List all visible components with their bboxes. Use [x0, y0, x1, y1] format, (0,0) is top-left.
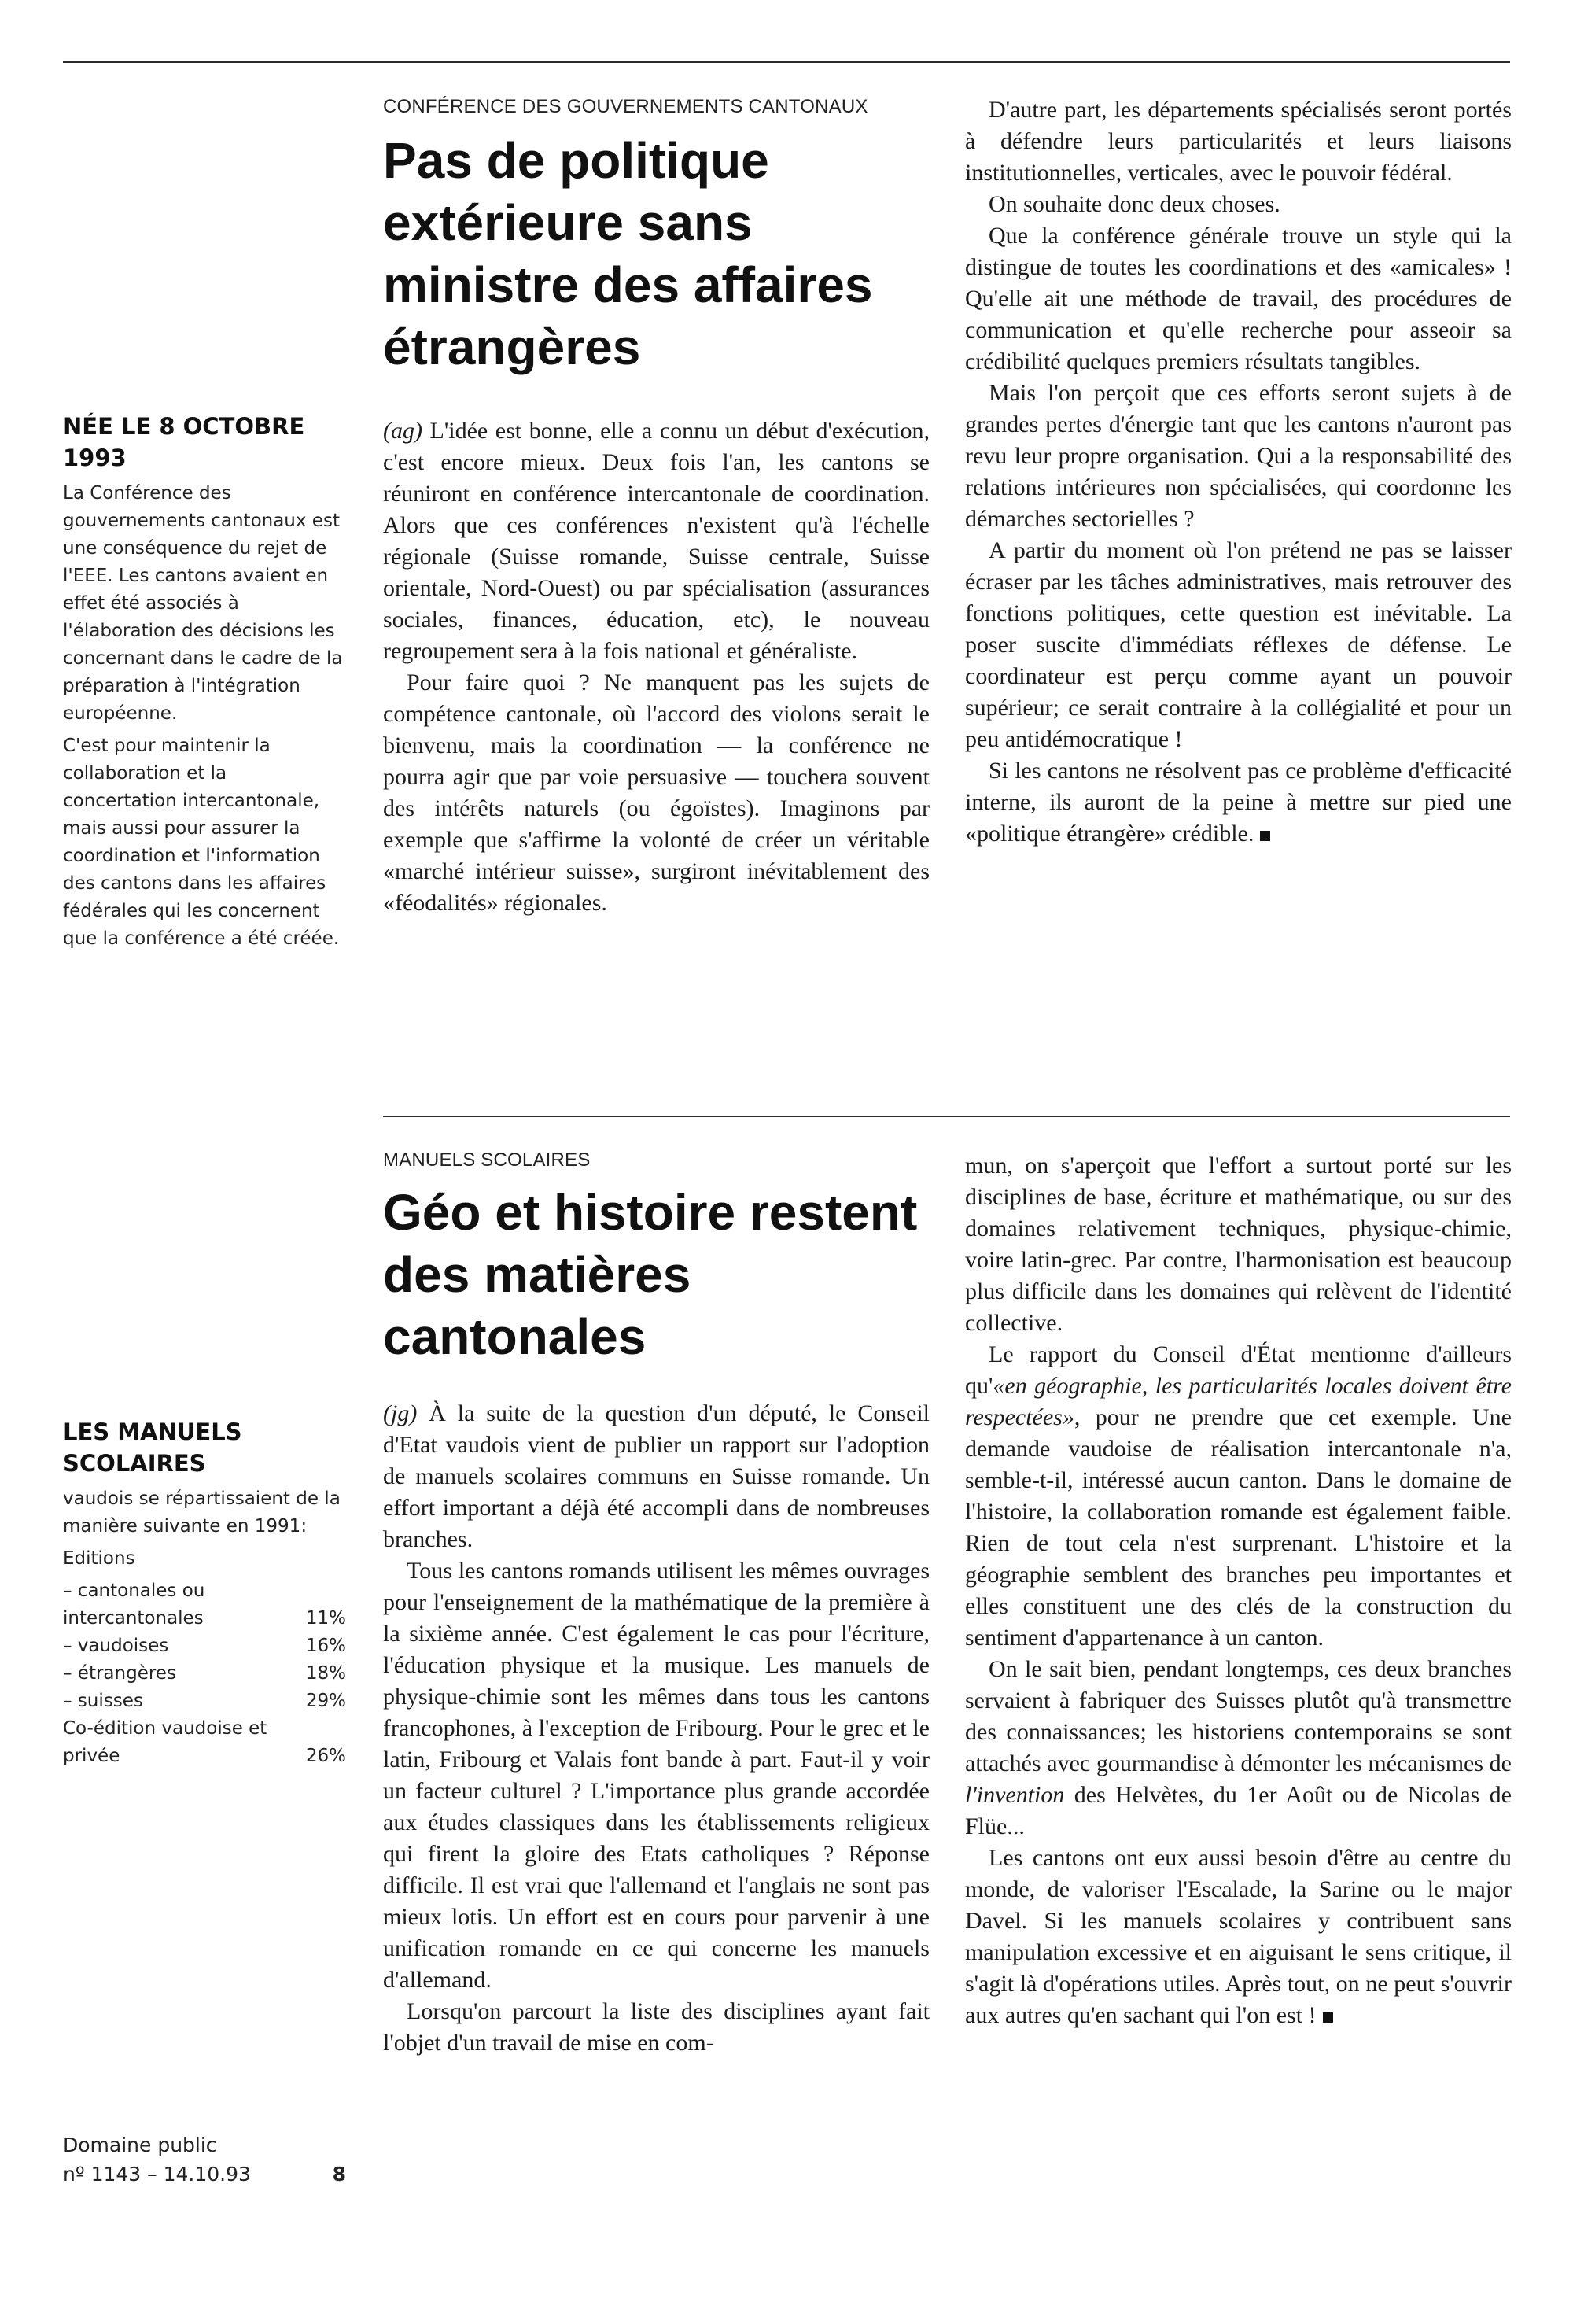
byline: (jg) — [383, 1400, 418, 1426]
stat-label: Co-édition vaudoise et privée — [63, 1718, 267, 1766]
article2-kicker: MANUELS SCOLAIRES — [383, 1149, 591, 1171]
body-paragraph: mun, on s'aperçoit que l'effort a surtout porté sur les disciplines de base, écriture et mathématique, ou sur des domaines relativement techniques, physique-chimie, voire latin-grec. Par contre, l'harmonisation est beaucoup plus difficile dans les domaines qui relèvent de l'identité collective. — [965, 1153, 1512, 1336]
body-paragraph: Tous les cantons romands utilisent les mêmes ouvrages pour l'enseignement de la mathématique de la première à la sixième année. C'est également le cas pour l'écriture, l'éducation physique et la musique. Les manuels de physique-chimie sont les mêmes dans tous les cantons francophones, à l'exception de Fribourg. Pour le grec et le latin, Fribourg et Valais font bande à part. Faut-il y voir un facteur culturel ? L'importance plus grande accordée aux études classiques dans les établissements religieux qui firent la gloire des Etats catholiques ? Réponse difficile. Il est vrai que l'allemand et l'anglais ne sont pas mieux lotis. Un effort est en cours pour parvenir à une unification romande en ce qui concerne les manuels d'allemand. — [383, 1558, 930, 1993]
sidebar-stat-row — [63, 1577, 346, 1632]
stat-value: 26% — [305, 1746, 346, 1766]
body-paragraph: Mais l'on perçoit que ces efforts seront sujets à de grandes pertes d'énergie tant que les cantons n'auront pas revu leur propre organisation. Qui a la responsabilité des relations intérieures non spécialisées, qui coordonne les démarches sectorielles ? — [965, 380, 1512, 532]
sidebar-title: LES MANUELS SCOLAIRES — [63, 1418, 242, 1477]
article1-column-1 — [383, 415, 930, 919]
body-paragraph: D'autre part, les départements spécialisés seront portés à défendre leurs particularités et leurs liaisons institutionnelles, verticales, avec le pouvoir fédéral. — [965, 97, 1512, 186]
emphasis-text: l'invention — [965, 1782, 1065, 1808]
body-paragraph — [965, 755, 1512, 850]
body-paragraph: Lorsqu'on parcourt la liste des disciplines ayant fait l'objet d'un travail de mise en com- — [383, 1998, 930, 2056]
article1-headline: Pas de politique extérieure sans ministre des affaires étrangères — [383, 132, 873, 375]
article1-column-2 — [965, 94, 1512, 850]
stat-label: – suisses — [63, 1691, 143, 1711]
stat-label: – cantonales ou intercantonales — [63, 1581, 205, 1629]
body-paragraph — [383, 1398, 930, 1555]
body-paragraph: A partir du moment où l'on prétend ne pas se laisser écraser par les tâches administratives, mais retrouver des fonctions politiques, cette question est inévitable. La poser suscite d'immédiats réflexes de défense. Le coordinateur est perçu comme ayant un pouvoir supérieur; ce serait contraire à la collégialité et pour un peu antidémocratique ! — [965, 537, 1512, 752]
body-paragraph — [965, 1843, 1512, 2031]
body-paragraph: On souhaite donc deux choses. — [989, 191, 1280, 217]
sidebar-editions-label: Editions — [63, 1548, 135, 1569]
sidebar-stat-row — [63, 1688, 346, 1715]
page-number: 8 — [332, 2163, 346, 2186]
article2-column-2 — [965, 1150, 1512, 2031]
stat-value: 11% — [305, 1608, 346, 1629]
stat-value: 16% — [305, 1636, 346, 1656]
body-text: À la suite de la question d'un député, le Conseil d'Etat vaudois vient de publier un rapport sur l'adoption de manuels scolaires communs en Suisse romande. Un effort important a déjà été accompli dans de nombreuses branches. — [383, 1400, 930, 1552]
top-rule — [63, 61, 1510, 63]
sidebar-stat-row — [63, 1660, 346, 1688]
stat-label: – étrangères — [63, 1663, 176, 1684]
article2-sidebar — [63, 1416, 346, 1770]
byline: (ag) — [383, 418, 422, 444]
issue-info: nº 1143 – 14.10.93 — [63, 2163, 251, 2186]
sidebar-intro: vaudois se répartissaient de la manière suivante en 1991: — [63, 1488, 341, 1536]
body-text: Si les cantons ne résolvent pas ce problème d'efficacité interne, ils auront de la peine à mettre sur pied une «politique étrangère» crédible. — [965, 758, 1512, 847]
body-paragraph: Pour faire quoi ? Ne manquent pas les sujets de compétence cantonale, où l'accord des violons serait le bienvenu, mais la coordination — la conférence ne pourra agir que par voie persuasive — touchera souvent des intérêts naturels (ou égoïstes). Imaginons par exemple que s'affirme la volonté de créer un véritable «marché intérieur suisse», surgiront inévitablement des «féodalités» régionales. — [383, 670, 930, 916]
end-of-article-mark — [1260, 831, 1270, 841]
stat-value: 29% — [305, 1691, 346, 1711]
page-footer — [63, 2130, 346, 2189]
sidebar-stat-row — [63, 1715, 346, 1770]
body-paragraph — [965, 1654, 1512, 1843]
body-text: Le rapport du Conseil d'État mentionne d'ailleurs qu' — [965, 1341, 1512, 1399]
publication-name: Domaine public — [63, 2134, 217, 2156]
body-text: Les cantons ont eux aussi besoin d'être au centre du monde, de valoriser l'Escalade, la Sarine ou le major Davel. Si les manuels scolaires y contribuent sans manipulation excessive et en aiguisant le sens critique, il s'agit là d'opérations utiles. Après tout, on ne peut s'ouvrir aux autres qu'en sachant qui l'on est ! — [965, 1845, 1512, 2028]
article1-kicker: CONFÉRENCE DES GOUVERNEMENTS CANTONAUX — [383, 96, 868, 117]
body-text: L'idée est bonne, elle a connu un début d'exécution, c'est encore mieux. Deux fois l'an, les cantons se réuniront en conférence intercantonale de coordination. Alors que ces conférences n'existent qu'à l'échelle régionale (Suisse romande, Suisse centrale, Suisse orientale, Nord-Ouest) ou par spécialisation (assurances sociales, finances, éducation, etc), le nouveau regroupement sera à la fois national et généraliste. — [383, 418, 930, 664]
body-text: On le sait bien, pendant longtemps, ces deux branches servaient à fabriquer des Suisses plutôt qu'à transmettre des connaissances; les historiens contemporains se sont attachés avec gourmandise à démonter les mécanismes de — [965, 1656, 1512, 1776]
body-paragraph — [965, 1339, 1512, 1654]
body-text: , pour ne prendre que cet exemple. Une demande vaudoise de réalisation intercantonale n'a, semble-t-il, intéressé aucun canton. Dans le domaine de l'histoire, la collaboration romande est également faible. Rien de tout cela n'est surprenant. L'histoire et la géographie semblent des branches peu importantes et elles constituent une des clés de la construction du sentiment d'appartenance à un canton. — [965, 1404, 1512, 1651]
article2-column-1 — [383, 1398, 930, 2059]
sidebar-paragraph: C'est pour maintenir la collaboration et la concertation intercantonale, mais aussi pour assurer la coordination et l'information des cantons dans les affaires fédérales qui les concernent que la conférence a été créée. — [63, 736, 340, 949]
section-divider-rule — [383, 1116, 1510, 1117]
sidebar-title: NÉE LE 8 OCTOBRE 1993 — [63, 413, 305, 471]
stat-value: 18% — [305, 1663, 346, 1684]
article2-headline: Géo et histoire restent des matières cantonales — [383, 1184, 918, 1365]
end-of-article-mark — [1323, 2012, 1333, 2023]
article1-sidebar — [63, 411, 346, 957]
quoted-text: «en géographie, les particularités locales doivent être respectées» — [965, 1373, 1512, 1430]
sidebar-stat-row — [63, 1632, 346, 1660]
body-paragraph — [383, 415, 930, 667]
body-paragraph: Que la conférence générale trouve un style qui la distingue de toutes les coordinations et des «amicales» ! Qu'elle ait une méthode de travail, des procédures de communication et qu'elle recherche pour asseoir sa crédibilité quelques premiers résultats tangibles. — [965, 223, 1512, 374]
sidebar-paragraph: La Conférence des gouvernements cantonaux est une conséquence du rejet de l'EEE. Les cantons avaient en effet été associés à l'élaboration des décisions les concernant dans le cadre de la préparation à l'intégration européenne. — [63, 483, 343, 724]
body-text: des Helvètes, du 1er Août ou de Nicolas de Flüe... — [965, 1782, 1512, 1839]
stat-label: – vaudoises — [63, 1636, 169, 1656]
footer-issue-row — [63, 2160, 346, 2189]
